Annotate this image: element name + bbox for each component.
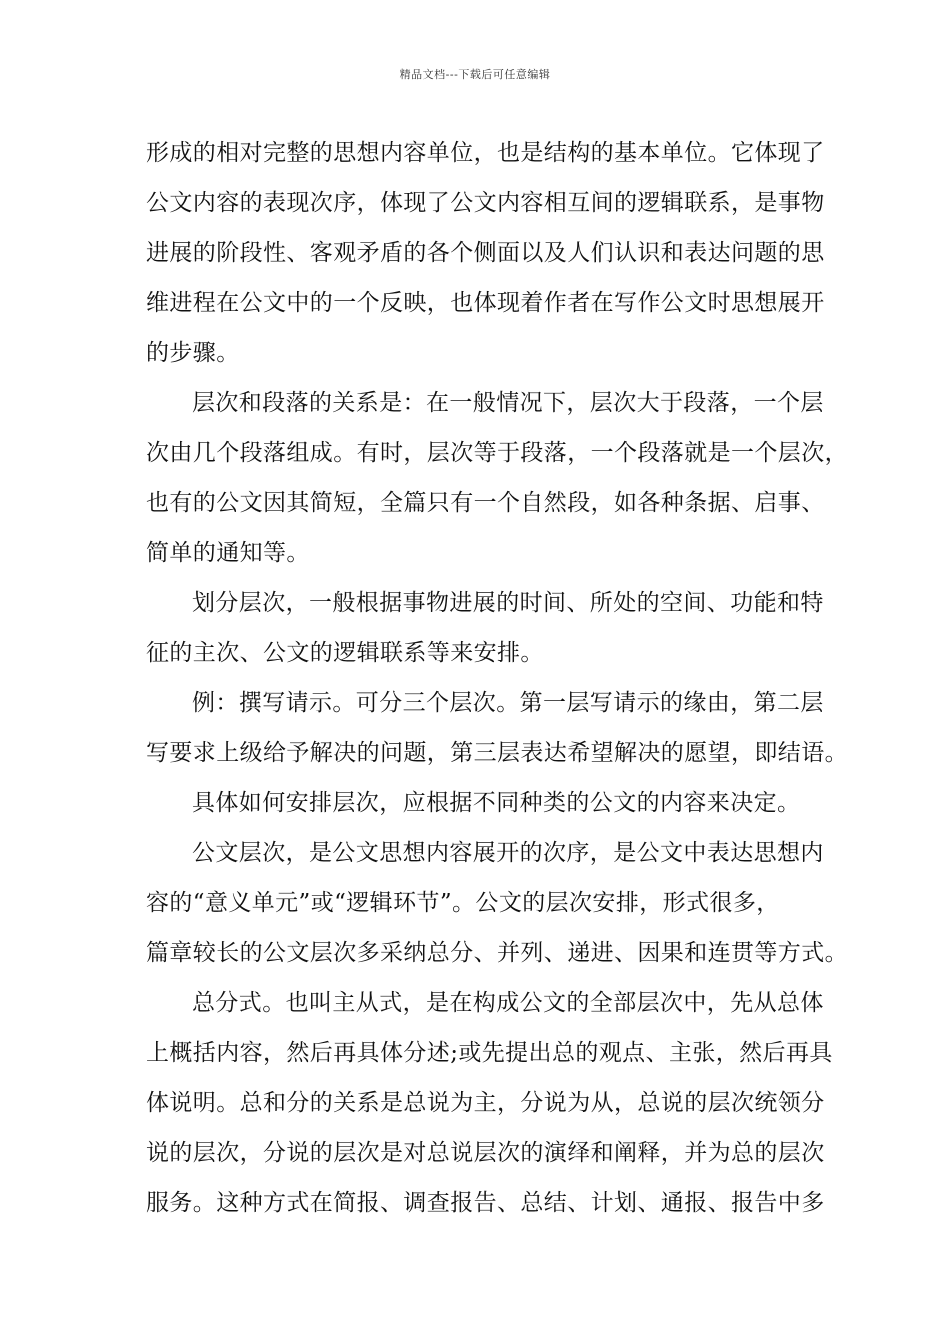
page-header: 精品文档---下载后可任意编辑 — [399, 68, 551, 81]
text-line: 次由几个段落组成。有时，层次等于段落，一个段落就是一个层次， — [146, 440, 848, 466]
text-line: 公文内容的表现次序，体现了公文内容相互间的逻辑联系，是事物 — [146, 190, 825, 216]
text-line: 说的层次，分说的层次是对总说层次的演绎和阐释，并为总的层次 — [146, 1140, 825, 1166]
paragraph-first-line: 划分层次，一般根据事物进展的时间、所处的空间、功能和特 — [192, 590, 824, 616]
text-line: 写要求上级给予解决的问题，第三层表达希望解决的愿望，即结语。 — [146, 740, 848, 766]
body-text — [146, 128, 848, 1228]
paragraph-first-line: 例：撰写请示。可分三个层次。第一层写请示的缘由，第二层 — [192, 690, 824, 716]
text-line: 形成的相对完整的思想内容单位，也是结构的基本单位。它体现了 — [146, 140, 825, 166]
paragraph-first-line: 层次和段落的关系是：在一般情况下，层次大于段落，一个层 — [192, 390, 824, 416]
text-line: 的步骤。 — [146, 340, 240, 366]
text-line: 简单的通知等。 — [146, 540, 310, 566]
paragraph-first-line: 总分式。也叫主从式，是在构成公文的全部层次中，先从总体 — [192, 990, 824, 1016]
text-line: 篇章较长的公文层次多采纳总分、并列、递进、因果和连贯等方式。 — [146, 940, 848, 966]
text-line: 服务。这种方式在简报、调查报告、总结、计划、通报、报告中多 — [146, 1190, 825, 1216]
text-line: 体说明。总和分的关系是总说为主，分说为从，总说的层次统领分 — [146, 1090, 825, 1116]
text-line: 进展的阶段性、客观矛盾的各个侧面以及人们认识和表达问题的思 — [146, 240, 825, 266]
text-line: 征的主次、公文的逻辑联系等来安排。 — [146, 640, 544, 666]
text-line: 上概括内容，然后再具体分述;或先提出总的观点、主张，然后再具 — [146, 1040, 833, 1066]
paragraph-first-line: 具体如何安排层次，应根据不同种类的公文的内容来决定。 — [192, 790, 801, 816]
paragraph-first-line: 公文层次，是公文思想内容展开的次序，是公文中表达思想内 — [192, 840, 824, 866]
text-line: 也有的公文因其简短，全篇只有一个自然段，如各种条据、启事、 — [146, 490, 825, 516]
text-line: 容的“意义单元”或“逻辑环节”。公文的层次安排，形式很多， — [146, 890, 780, 916]
text-line: 维进程在公文中的一个反映，也体现着作者在写作公文时思想展开 — [146, 290, 825, 316]
